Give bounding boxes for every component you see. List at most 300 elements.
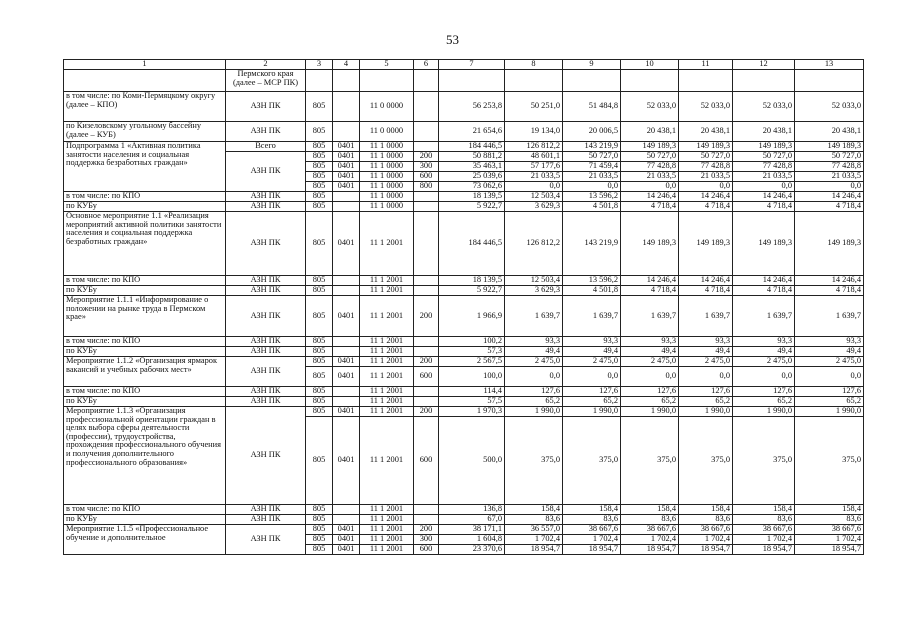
table-cell: 114,4	[439, 387, 505, 397]
table-cell: 1 639,7	[679, 296, 733, 337]
table-cell	[563, 70, 621, 92]
table-cell: АЗН ПК	[226, 505, 306, 515]
table-cell: 11 1 0000	[360, 192, 414, 202]
table-cell: 11 1 0000	[360, 172, 414, 182]
table-cell: 51 484,8	[563, 92, 621, 122]
table-cell: 149 189,3	[679, 212, 733, 276]
table-cell: 38 667,6	[621, 525, 679, 535]
table-cell	[439, 70, 505, 92]
table-cell: 67,0	[439, 515, 505, 525]
table-cell: 1 639,7	[505, 296, 563, 337]
table-cell: 4 718,4	[621, 202, 679, 212]
table-cell: 77 428,8	[795, 162, 864, 172]
table-cell: 0401	[333, 417, 360, 505]
table-cell: 805	[306, 162, 333, 172]
table-cell: 805	[306, 296, 333, 337]
table-cell: 38 667,6	[795, 525, 864, 535]
table-cell	[414, 515, 439, 525]
table-cell: 5 922,7	[439, 286, 505, 296]
table-cell: 805	[306, 212, 333, 276]
table-cell: 0,0	[795, 367, 864, 387]
table-cell: 805	[306, 417, 333, 505]
row-name: по Кизеловскому угольному бассейну (далее – КУБ)	[64, 122, 226, 142]
table-cell: 20 438,1	[621, 122, 679, 142]
table-cell: 52 033,0	[679, 92, 733, 122]
table-cell: 805	[306, 505, 333, 515]
table-cell: 1 702,4	[505, 535, 563, 545]
table-cell: 0401	[333, 357, 360, 367]
table-row	[64, 92, 864, 122]
row-name: в том числе: по КПО	[64, 337, 226, 347]
table-row	[64, 347, 864, 357]
table-cell: 71 459,4	[563, 162, 621, 172]
table-cell: 1 702,4	[733, 535, 795, 545]
column-number: 2	[226, 60, 306, 70]
table-cell: 4 718,4	[795, 286, 864, 296]
table-cell: 149 189,3	[621, 212, 679, 276]
row-name: по КУБу	[64, 286, 226, 296]
table-row	[64, 276, 864, 286]
table-cell: 38 667,6	[733, 525, 795, 535]
table-cell: 2 475,0	[679, 357, 733, 367]
table-cell	[333, 122, 360, 142]
agent-cell: АЗН ПК	[226, 152, 306, 192]
row-label: Всего	[226, 142, 306, 152]
agent-cell: АЗН ПК	[226, 525, 306, 555]
table-cell: 805	[306, 515, 333, 525]
table-cell: АЗН ПК	[226, 296, 306, 337]
table-cell: 65,2	[679, 397, 733, 407]
table-cell: 805	[306, 397, 333, 407]
table-cell: 600	[414, 545, 439, 555]
table-cell: 11 0 0000	[360, 122, 414, 142]
table-row	[64, 60, 864, 70]
table-cell: 805	[306, 192, 333, 202]
table-cell: 1 990,0	[621, 407, 679, 417]
table-cell: 11 1 2001	[360, 347, 414, 357]
table-cell: 21 033,5	[621, 172, 679, 182]
table-cell: 65,2	[505, 397, 563, 407]
table-cell: 149 189,3	[621, 142, 679, 152]
table-cell	[414, 212, 439, 276]
table-cell	[306, 70, 333, 92]
table-cell: 4 501,8	[563, 286, 621, 296]
row-name: в том числе: по Коми-Пермяцкому округу (далее – КПО)	[64, 92, 226, 122]
table-cell: 0401	[333, 212, 360, 276]
table-cell: 136,8	[439, 505, 505, 515]
table-cell: 83,6	[505, 515, 563, 525]
table-cell: 1 990,0	[795, 407, 864, 417]
table-cell	[333, 337, 360, 347]
table-cell: 149 189,3	[795, 212, 864, 276]
table-cell: 11 1 2001	[360, 337, 414, 347]
table-cell: 600	[414, 417, 439, 505]
table-cell: 4 718,4	[733, 286, 795, 296]
table-cell	[333, 347, 360, 357]
table-row	[64, 505, 864, 515]
table-cell: 184 446,5	[439, 212, 505, 276]
table-cell: 1 702,4	[679, 535, 733, 545]
table-cell: 149 189,3	[795, 142, 864, 152]
table-cell: 805	[306, 545, 333, 555]
table-cell: 77 428,8	[621, 162, 679, 172]
table-cell: 11 1 2001	[360, 515, 414, 525]
table-cell: 0,0	[563, 367, 621, 387]
table-cell: 805	[306, 347, 333, 357]
table-cell: 1 990,0	[563, 407, 621, 417]
table-cell: 1 639,7	[733, 296, 795, 337]
table-cell: 13 596,2	[563, 192, 621, 202]
table-cell	[621, 70, 679, 92]
table-cell: 14 246,4	[733, 192, 795, 202]
table-cell: 14 246,4	[733, 276, 795, 286]
table-cell: 0,0	[733, 367, 795, 387]
table-cell: 1 702,4	[621, 535, 679, 545]
table-cell: 805	[306, 535, 333, 545]
row-name: Основное мероприятие 1.1 «Реализация мероприятий активной политики занятости населения и социальная поддержка безработных граждан»	[64, 212, 226, 276]
table-cell	[414, 397, 439, 407]
table-cell: 4 718,4	[733, 202, 795, 212]
table-cell: 11 1 2001	[360, 286, 414, 296]
table-cell: 77 428,8	[733, 162, 795, 172]
table-cell: 200	[414, 525, 439, 535]
table-cell: 11 1 0000	[360, 182, 414, 192]
table-cell: 805	[306, 357, 333, 367]
table-cell: 805	[306, 142, 333, 152]
column-number: 9	[563, 60, 621, 70]
row-name: Мероприятие 1.1.2 «Организация ярмарок вакансий и учебных рабочих мест»	[64, 357, 226, 387]
table-row	[64, 202, 864, 212]
table-cell: 65,2	[733, 397, 795, 407]
table-cell: 18 954,7	[505, 545, 563, 555]
row-name: в том числе: по КПО	[64, 276, 226, 286]
table-cell: 100,0	[439, 367, 505, 387]
table-cell: 52 033,0	[733, 92, 795, 122]
table-cell: 52 033,0	[795, 92, 864, 122]
column-number: 6	[414, 60, 439, 70]
table-cell: 1 702,4	[795, 535, 864, 545]
table-cell	[333, 70, 360, 92]
table-cell	[679, 70, 733, 92]
table-cell: 800	[414, 182, 439, 192]
table-cell: 50 727,0	[679, 152, 733, 162]
table-cell: 200	[414, 407, 439, 417]
table-cell: 21 033,5	[563, 172, 621, 182]
table-cell: 1 990,0	[733, 407, 795, 417]
table-cell: 805	[306, 525, 333, 535]
row-name: по КУБу	[64, 515, 226, 525]
row-name: по КУБу	[64, 347, 226, 357]
table-cell: 65,2	[563, 397, 621, 407]
row-name: Подпрограмма 1 «Активная политика занятости населения и социальная поддержка безработных граждан»	[64, 142, 226, 192]
table-cell: 805	[306, 202, 333, 212]
table-cell: 57,5	[439, 397, 505, 407]
table-cell: 20 006,5	[563, 122, 621, 142]
table-cell: 57 177,6	[505, 162, 563, 172]
column-number: 7	[439, 60, 505, 70]
table-cell	[333, 387, 360, 397]
table-cell: 49,4	[621, 347, 679, 357]
table-cell: 11 1 0000	[360, 142, 414, 152]
table-cell: 11 1 2001	[360, 212, 414, 276]
column-number: 5	[360, 60, 414, 70]
table-cell: 35 463,1	[439, 162, 505, 172]
table-cell: 14 246,4	[795, 276, 864, 286]
row-name: в том числе: по КПО	[64, 505, 226, 515]
table-row	[64, 525, 864, 535]
table-cell: АЗН ПК	[226, 192, 306, 202]
table-cell: 143 219,9	[563, 212, 621, 276]
table-cell: 1 966,9	[439, 296, 505, 337]
row-name: по КУБу	[64, 202, 226, 212]
table-cell: 375,0	[795, 417, 864, 505]
column-number: 11	[679, 60, 733, 70]
budget-table	[63, 59, 864, 555]
table-cell: 14 246,4	[621, 192, 679, 202]
table-cell: 1 639,7	[563, 296, 621, 337]
table-cell: 93,3	[795, 337, 864, 347]
table-cell: 36 557,0	[505, 525, 563, 535]
table-cell: 11 1 2001	[360, 387, 414, 397]
table-cell	[414, 92, 439, 122]
table-cell: 83,6	[563, 515, 621, 525]
table-cell	[414, 70, 439, 92]
table-row	[64, 122, 864, 142]
table-cell: 375,0	[621, 417, 679, 505]
table-row	[64, 387, 864, 397]
column-number: 13	[795, 60, 864, 70]
page-number: 53	[446, 32, 459, 47]
table-cell: 100,2	[439, 337, 505, 347]
table-cell: 14 246,4	[679, 192, 733, 202]
table-cell: 375,0	[563, 417, 621, 505]
table-cell: 11 1 2001	[360, 357, 414, 367]
table-cell: 0,0	[563, 182, 621, 192]
table-cell	[333, 286, 360, 296]
table-cell: 2 567,5	[439, 357, 505, 367]
table-cell: 12 503,4	[505, 276, 563, 286]
table-cell: 18 954,7	[733, 545, 795, 555]
table-cell: 805	[306, 152, 333, 162]
table-cell: 143 219,9	[563, 142, 621, 152]
column-number: 12	[733, 60, 795, 70]
table-cell	[333, 92, 360, 122]
table-cell: АЗН ПК	[226, 515, 306, 525]
table-cell: 127,6	[679, 387, 733, 397]
table-cell: 18 954,7	[563, 545, 621, 555]
table-cell: 0401	[333, 545, 360, 555]
table-cell: 805	[306, 182, 333, 192]
table-cell: 300	[414, 162, 439, 172]
row-name: Мероприятие 1.1.1 «Информирование о положении на рынке труда в Пермском крае»	[64, 296, 226, 337]
table-cell: 200	[414, 152, 439, 162]
table-cell: 805	[306, 387, 333, 397]
table-cell: 73 062,6	[439, 182, 505, 192]
table-cell: АЗН ПК	[226, 276, 306, 286]
table-cell: 0401	[333, 407, 360, 417]
table-cell: 18 954,7	[795, 545, 864, 555]
table-cell: 11 1 2001	[360, 296, 414, 337]
table-cell: 2 475,0	[733, 357, 795, 367]
table-cell: 158,4	[563, 505, 621, 515]
table-cell: 127,6	[733, 387, 795, 397]
table-cell: 4 718,4	[679, 286, 733, 296]
table-cell	[414, 122, 439, 142]
table-cell: 2 475,0	[563, 357, 621, 367]
table-cell: 1 604,8	[439, 535, 505, 545]
table-cell: 3 629,3	[505, 202, 563, 212]
table-cell: 149 189,3	[733, 142, 795, 152]
table-cell: 805	[306, 407, 333, 417]
table-cell: 5 922,7	[439, 202, 505, 212]
table-cell: 49,4	[679, 347, 733, 357]
column-subheader: Пермского края (далее – МСР ПК)	[226, 70, 306, 92]
table-cell: 11 1 0000	[360, 152, 414, 162]
agent-cell: АЗН ПК	[226, 357, 306, 387]
table-cell: 65,2	[795, 397, 864, 407]
table-cell	[414, 347, 439, 357]
table-cell: 11 1 2001	[360, 397, 414, 407]
table-cell: 11 1 2001	[360, 407, 414, 417]
table-cell: 93,3	[733, 337, 795, 347]
table-cell: 0,0	[621, 367, 679, 387]
table-cell: 18 954,7	[679, 545, 733, 555]
table-cell: 14 246,4	[621, 276, 679, 286]
table-cell: 0,0	[679, 182, 733, 192]
table-cell: 200	[414, 357, 439, 367]
table-cell: 11 1 2001	[360, 525, 414, 535]
table-cell: 0401	[333, 142, 360, 152]
table-cell: 375,0	[505, 417, 563, 505]
table-cell: 11 1 0000	[360, 202, 414, 212]
table-cell	[505, 70, 563, 92]
table-cell: 158,4	[621, 505, 679, 515]
table-cell: 38 667,6	[563, 525, 621, 535]
table-cell: 11 1 2001	[360, 276, 414, 286]
table-cell: 11 1 2001	[360, 535, 414, 545]
table-cell: 0,0	[621, 182, 679, 192]
table-cell: 1 990,0	[505, 407, 563, 417]
table-cell: 11 1 2001	[360, 417, 414, 505]
column-number: 3	[306, 60, 333, 70]
table-cell: 4 718,4	[795, 202, 864, 212]
table-cell: 21 654,6	[439, 122, 505, 142]
table-cell: 48 601,1	[505, 152, 563, 162]
table-cell	[414, 286, 439, 296]
table-cell: 49,4	[795, 347, 864, 357]
table-cell: 149 189,3	[679, 142, 733, 152]
table-cell: 0401	[333, 152, 360, 162]
table-cell: 4 718,4	[621, 286, 679, 296]
table-cell: 57,3	[439, 347, 505, 357]
table-cell: 93,3	[563, 337, 621, 347]
table-cell: АЗН ПК	[226, 387, 306, 397]
table-row	[64, 212, 864, 276]
table-cell: 11 1 2001	[360, 505, 414, 515]
table-cell: 20 438,1	[733, 122, 795, 142]
table-cell: 500,0	[439, 417, 505, 505]
table-cell: 4 718,4	[679, 202, 733, 212]
table-cell	[414, 276, 439, 286]
table-cell: 11 1 0000	[360, 162, 414, 172]
table-row	[64, 337, 864, 347]
table-cell: 805	[306, 367, 333, 387]
table-cell: 158,4	[795, 505, 864, 515]
column-number: 8	[505, 60, 563, 70]
table-cell: АЗН ПК	[226, 202, 306, 212]
table-cell: 50 251,0	[505, 92, 563, 122]
table-cell: АЗН ПК	[226, 286, 306, 296]
table-cell: 83,6	[733, 515, 795, 525]
table-cell: 49,4	[563, 347, 621, 357]
table-row	[64, 407, 864, 417]
table-cell: 13 596,2	[563, 276, 621, 286]
table-row	[64, 296, 864, 337]
row-name: Мероприятие 1.1.3 «Организация профессиональной ориентации граждан в целях выбора сферы деятельности (профессии), трудоустройства, прохождения профессионального обучения и получения дополнительного профессионального образования»	[64, 407, 226, 505]
table-cell: 127,6	[563, 387, 621, 397]
table-cell: АЗН ПК	[226, 337, 306, 347]
table-cell: 126 812,2	[505, 212, 563, 276]
table-cell: 1 639,7	[621, 296, 679, 337]
table-cell: 0401	[333, 296, 360, 337]
table-cell: 2 475,0	[795, 357, 864, 367]
table-cell	[333, 505, 360, 515]
table-cell: 23 370,6	[439, 545, 505, 555]
table-cell: 19 134,0	[505, 122, 563, 142]
table-cell: 77 428,8	[679, 162, 733, 172]
table-cell: 14 246,4	[795, 192, 864, 202]
table-cell: 127,6	[621, 387, 679, 397]
table-cell: 93,3	[505, 337, 563, 347]
table-cell: АЗН ПК	[226, 122, 306, 142]
table-cell: 158,4	[679, 505, 733, 515]
table-cell: АЗН ПК	[226, 397, 306, 407]
table-cell: 0,0	[795, 182, 864, 192]
table-cell	[333, 397, 360, 407]
table-cell: 21 033,5	[795, 172, 864, 182]
table-cell: 0401	[333, 172, 360, 182]
table-cell: 0401	[333, 535, 360, 545]
table-cell	[64, 70, 226, 92]
table-cell: 52 033,0	[621, 92, 679, 122]
table-cell: 805	[306, 337, 333, 347]
table-cell: 200	[414, 296, 439, 337]
table-cell: 0401	[333, 162, 360, 172]
table-cell: 0,0	[505, 367, 563, 387]
table-cell: 149 189,3	[733, 212, 795, 276]
table-cell: АЗН ПК	[226, 212, 306, 276]
table-cell	[414, 387, 439, 397]
table-cell: 127,6	[795, 387, 864, 397]
table-cell: 158,4	[733, 505, 795, 515]
table-cell: 1 639,7	[795, 296, 864, 337]
table-cell	[795, 70, 864, 92]
table-cell: 25 039,6	[439, 172, 505, 182]
table-cell: 21 033,5	[505, 172, 563, 182]
table-cell	[414, 192, 439, 202]
table-cell: 11 1 2001	[360, 545, 414, 555]
table-cell	[333, 515, 360, 525]
table-cell: 126 812,2	[505, 142, 563, 152]
table-cell	[414, 505, 439, 515]
table-cell: 21 033,5	[733, 172, 795, 182]
table-cell: 83,6	[679, 515, 733, 525]
table-cell: 14 246,4	[679, 276, 733, 286]
table-cell: 158,4	[505, 505, 563, 515]
table-cell: 0,0	[679, 367, 733, 387]
table-row	[64, 357, 864, 367]
table-cell: 49,4	[733, 347, 795, 357]
